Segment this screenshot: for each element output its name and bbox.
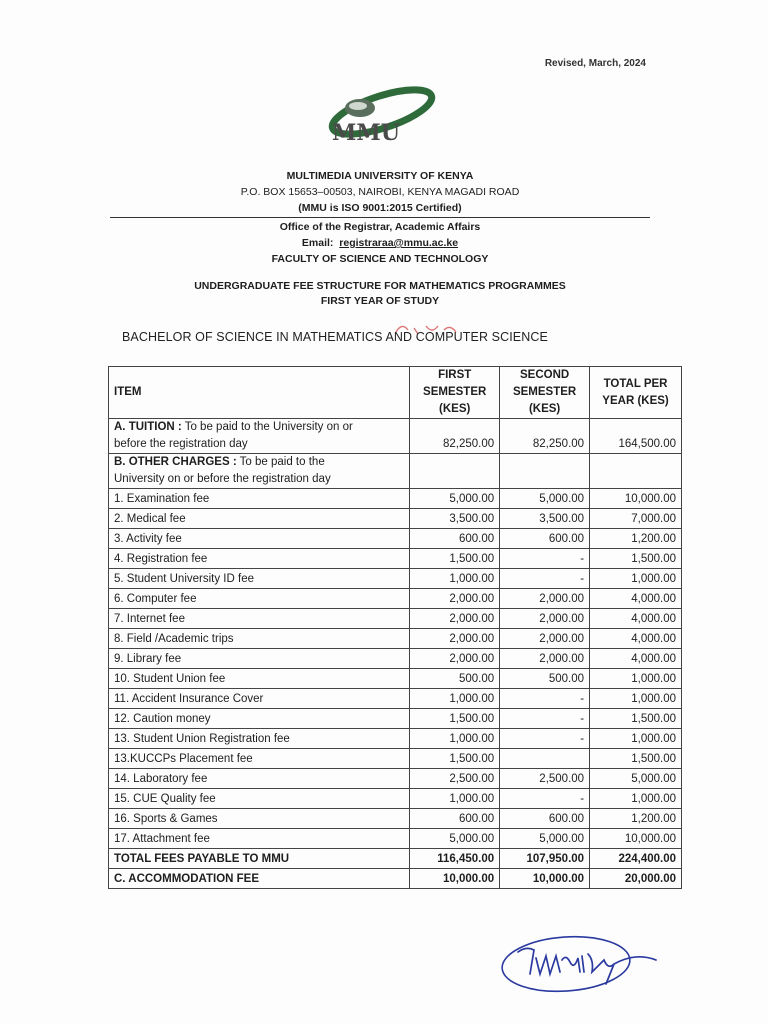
fee-second-semester: 5,000.00	[500, 489, 590, 509]
fee-total: 10,000.00	[590, 829, 682, 849]
fee-second-semester: 600.00	[500, 529, 590, 549]
fee-second-semester: 2,500.00	[500, 769, 590, 789]
header-first-semester: FIRST SEMESTER (KES)	[410, 367, 500, 419]
fee-second-semester: 2,000.00	[500, 609, 590, 629]
fee-first-semester: 1,000.00	[410, 789, 500, 809]
fee-second-semester	[500, 749, 590, 769]
fee-first-semester: 2,000.00	[410, 609, 500, 629]
fee-first-semester: 1,000.00	[410, 689, 500, 709]
fee-item: 2. Medical fee	[109, 509, 410, 529]
fee-item: 13. Student Union Registration fee	[109, 729, 410, 749]
tuition-total: 164,500.00	[590, 419, 682, 454]
mmu-logo	[322, 86, 442, 156]
total-label: TOTAL FEES PAYABLE TO MMU	[109, 849, 410, 869]
table-row	[109, 649, 682, 669]
table-row	[109, 509, 682, 529]
fee-second-semester: -	[500, 789, 590, 809]
fee-total: 1,200.00	[590, 809, 682, 829]
program-title: BACHELOR OF SCIENCE IN MATHEMATICS AND COMPUTER SCIENCE	[122, 330, 548, 344]
fee-item: 12. Caution money	[109, 709, 410, 729]
table-row	[109, 549, 682, 569]
other-charges-row	[109, 454, 682, 489]
accommodation-total: 20,000.00	[590, 869, 682, 889]
tuition-second: 82,250.00	[500, 419, 590, 454]
fee-first-semester: 3,500.00	[410, 509, 500, 529]
fee-second-semester: -	[500, 729, 590, 749]
table-row	[109, 749, 682, 769]
fee-second-semester: 600.00	[500, 809, 590, 829]
accommodation-first: 10,000.00	[410, 869, 500, 889]
fee-item: 15. CUE Quality fee	[109, 789, 410, 809]
fee-first-semester: 2,000.00	[410, 589, 500, 609]
fee-item: 6. Computer fee	[109, 589, 410, 609]
fee-item: 11. Accident Insurance Cover	[109, 689, 410, 709]
fee-first-semester: 500.00	[410, 669, 500, 689]
fee-total: 4,000.00	[590, 629, 682, 649]
tuition-label: A. TUITION : To be paid to the University on or before the registration day	[109, 419, 410, 454]
university-name: MULTIMEDIA UNIVERSITY OF KENYA	[286, 170, 474, 182]
fee-first-semester: 1,500.00	[410, 549, 500, 569]
table-row	[109, 729, 682, 749]
table-row	[109, 529, 682, 549]
fee-total: 1,500.00	[590, 709, 682, 729]
fee-total: 4,000.00	[590, 609, 682, 629]
email-label: Email:	[301, 237, 334, 249]
fee-total: 1,500.00	[590, 749, 682, 769]
table-row	[109, 789, 682, 809]
fee-first-semester: 1,000.00	[410, 729, 500, 749]
fee-item: 7. Internet fee	[109, 609, 410, 629]
email-link[interactable]: registraraa@mmu.ac.ke	[339, 237, 459, 249]
logo-text: MMU	[332, 120, 400, 146]
fee-total: 4,000.00	[590, 589, 682, 609]
fee-item: 3. Activity fee	[109, 529, 410, 549]
fee-total: 1,200.00	[590, 529, 682, 549]
letterhead	[110, 168, 650, 267]
tuition-first: 82,250.00	[410, 419, 500, 454]
accommodation-second: 10,000.00	[500, 869, 590, 889]
fee-total: 1,000.00	[590, 729, 682, 749]
document-title-block	[110, 279, 650, 309]
table-row	[109, 769, 682, 789]
table-row	[109, 609, 682, 629]
fee-first-semester: 2,000.00	[410, 649, 500, 669]
fee-second-semester: -	[500, 709, 590, 729]
document-title: UNDERGRADUATE FEE STRUCTURE FOR MATHEMATICS PROGRAMMES	[194, 280, 566, 292]
registrar-office: Office of the Registrar, Academic Affairs	[279, 221, 481, 233]
accommodation-row	[109, 869, 682, 889]
table-row	[109, 489, 682, 509]
fee-second-semester: -	[500, 569, 590, 589]
fee-total: 1,000.00	[590, 569, 682, 589]
university-address: P.O. BOX 15653–00503, NAIROBI, KENYA MAGADI ROAD	[240, 186, 520, 198]
fee-first-semester: 1,500.00	[410, 749, 500, 769]
table-row	[109, 629, 682, 649]
fee-total: 4,000.00	[590, 649, 682, 669]
table-row	[109, 669, 682, 689]
table-header-row	[109, 367, 682, 419]
fee-item: 8. Field /Academic trips	[109, 629, 410, 649]
fee-item: 10. Student Union fee	[109, 669, 410, 689]
total-first: 116,450.00	[410, 849, 500, 869]
fee-first-semester: 600.00	[410, 809, 500, 829]
fee-second-semester: 3,500.00	[500, 509, 590, 529]
header-divider	[110, 217, 650, 218]
fee-second-semester: 500.00	[500, 669, 590, 689]
fee-second-semester: 2,000.00	[500, 629, 590, 649]
fee-total: 10,000.00	[590, 489, 682, 509]
fee-total: 1,000.00	[590, 689, 682, 709]
revised-note: Revised, March, 2024	[544, 58, 646, 69]
table-row	[109, 829, 682, 849]
tuition-row	[109, 419, 682, 454]
faculty-name: FACULTY OF SCIENCE AND TECHNOLOGY	[271, 253, 489, 265]
total-fees-row	[109, 849, 682, 869]
fee-second-semester: 2,000.00	[500, 649, 590, 669]
fee-second-semester: -	[500, 689, 590, 709]
table-row	[109, 569, 682, 589]
other-charges-label: B. OTHER CHARGES : To be paid to the University on or before the registration day	[109, 454, 410, 489]
header-total-per-year: TOTAL PER YEAR (KES)	[590, 367, 682, 419]
iso-certification: (MMU is ISO 9001:2015 Certified)	[298, 202, 462, 214]
fee-item: 14. Laboratory fee	[109, 769, 410, 789]
fee-total: 1,500.00	[590, 549, 682, 569]
fee-second-semester: 5,000.00	[500, 829, 590, 849]
fee-total: 5,000.00	[590, 769, 682, 789]
fee-first-semester: 1,500.00	[410, 709, 500, 729]
total-year: 224,400.00	[590, 849, 682, 869]
signature	[496, 930, 666, 998]
fee-first-semester: 2,500.00	[410, 769, 500, 789]
table-row	[109, 709, 682, 729]
header-item: ITEM	[109, 367, 410, 419]
fee-second-semester: 2,000.00	[500, 589, 590, 609]
accommodation-label: C. ACCOMMODATION FEE	[109, 869, 410, 889]
fee-table	[108, 366, 682, 889]
fee-first-semester: 5,000.00	[410, 829, 500, 849]
table-row	[109, 809, 682, 829]
fee-first-semester: 5,000.00	[410, 489, 500, 509]
fee-item: 16. Sports & Games	[109, 809, 410, 829]
fee-item: 4. Registration fee	[109, 549, 410, 569]
fee-item: 1. Examination fee	[109, 489, 410, 509]
fee-item: 13.KUCCPs Placement fee	[109, 749, 410, 769]
fee-total: 7,000.00	[590, 509, 682, 529]
fee-first-semester: 2,000.00	[410, 629, 500, 649]
fee-first-semester: 1,000.00	[410, 569, 500, 589]
fee-total: 1,000.00	[590, 789, 682, 809]
table-row	[109, 689, 682, 709]
fee-total: 1,000.00	[590, 669, 682, 689]
total-second: 107,950.00	[500, 849, 590, 869]
email-line	[110, 235, 650, 251]
fee-item: 17. Attachment fee	[109, 829, 410, 849]
table-row	[109, 589, 682, 609]
fee-item: 9. Library fee	[109, 649, 410, 669]
header-second-semester: SECOND SEMESTER (KES)	[500, 367, 590, 419]
document-subtitle: FIRST YEAR OF STUDY	[320, 295, 440, 307]
fee-first-semester: 600.00	[410, 529, 500, 549]
fee-second-semester: -	[500, 549, 590, 569]
fee-item: 5. Student University ID fee	[109, 569, 410, 589]
